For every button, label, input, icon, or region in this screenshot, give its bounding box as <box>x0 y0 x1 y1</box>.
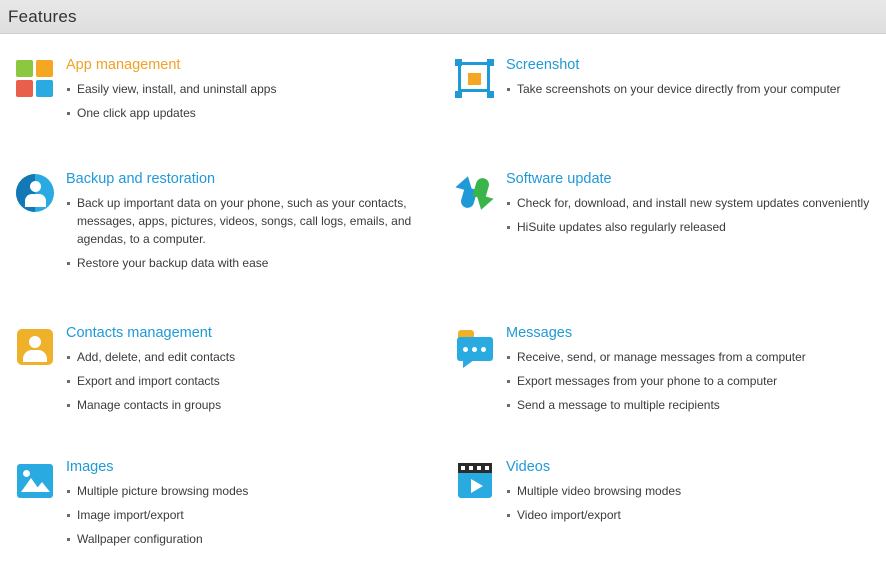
feature-bullet-list <box>66 482 248 548</box>
features-content <box>0 34 886 558</box>
list-item: Multiple picture browsing modes <box>66 482 248 500</box>
list-item: Check for, download, and install new system updates conveniently <box>506 194 869 212</box>
list-item: Back up important data on your phone, such as your contacts, messages, apps, pictures, videos, songs, call logs, emails, and agendas, to a computer. <box>66 194 437 248</box>
list-item: Multiple video browsing modes <box>506 482 681 500</box>
feature-bullet-list <box>506 348 806 414</box>
list-item: Restore your backup data with ease <box>66 254 437 272</box>
feature-images <box>0 458 452 558</box>
list-item: Video import/export <box>506 506 681 524</box>
feature-title[interactable]: Backup and restoration <box>66 171 216 187</box>
feature-bullet-list <box>506 194 869 236</box>
list-item: Receive, send, or manage messages from a computer <box>506 348 806 366</box>
feature-screenshot <box>452 56 886 170</box>
list-item: HiSuite updates also regularly released <box>506 218 869 236</box>
list-item: Send a message to multiple recipients <box>506 396 806 414</box>
feature-app-management <box>0 56 452 170</box>
image-photo-icon <box>12 460 58 506</box>
feature-videos <box>452 458 886 558</box>
screenshot-frame-icon <box>452 58 498 104</box>
feature-backup-and-restoration <box>0 170 452 324</box>
list-item: Manage contacts in groups <box>66 396 235 414</box>
list-item: Wallpaper configuration <box>66 530 248 548</box>
list-item: Image import/export <box>66 506 248 524</box>
feature-contacts-management <box>0 324 452 458</box>
list-item: Easily view, install, and uninstall apps <box>66 80 276 98</box>
feature-bullet-list <box>66 194 437 272</box>
feature-title[interactable]: Contacts management <box>66 325 212 341</box>
refresh-arrows-icon <box>452 172 498 218</box>
message-bubble-icon <box>452 326 498 372</box>
feature-title[interactable]: Software update <box>506 171 612 187</box>
feature-bullet-list <box>66 348 235 414</box>
feature-title[interactable]: App management <box>66 57 181 73</box>
feature-messages <box>452 324 886 458</box>
list-item: Export and import contacts <box>66 372 235 390</box>
feature-title[interactable]: Messages <box>506 325 573 341</box>
feature-bullet-list <box>66 80 276 122</box>
apps-grid-icon <box>12 58 58 104</box>
list-item: Add, delete, and edit contacts <box>66 348 235 366</box>
list-item: One click app updates <box>66 104 276 122</box>
contact-card-icon <box>12 326 58 372</box>
feature-title[interactable]: Images <box>66 459 114 475</box>
list-item: Take screenshots on your device directly from your computer <box>506 80 840 98</box>
feature-title[interactable]: Videos <box>506 459 551 475</box>
feature-bullet-list <box>506 482 681 524</box>
page-header <box>0 0 886 34</box>
video-play-icon <box>452 460 498 506</box>
list-item: Export messages from your phone to a computer <box>506 372 806 390</box>
feature-title[interactable]: Screenshot <box>506 57 580 73</box>
feature-bullet-list <box>506 80 840 98</box>
features-grid <box>0 56 886 558</box>
feature-software-update <box>452 170 886 324</box>
page-title: Features <box>8 6 77 26</box>
backup-person-icon <box>12 172 58 218</box>
